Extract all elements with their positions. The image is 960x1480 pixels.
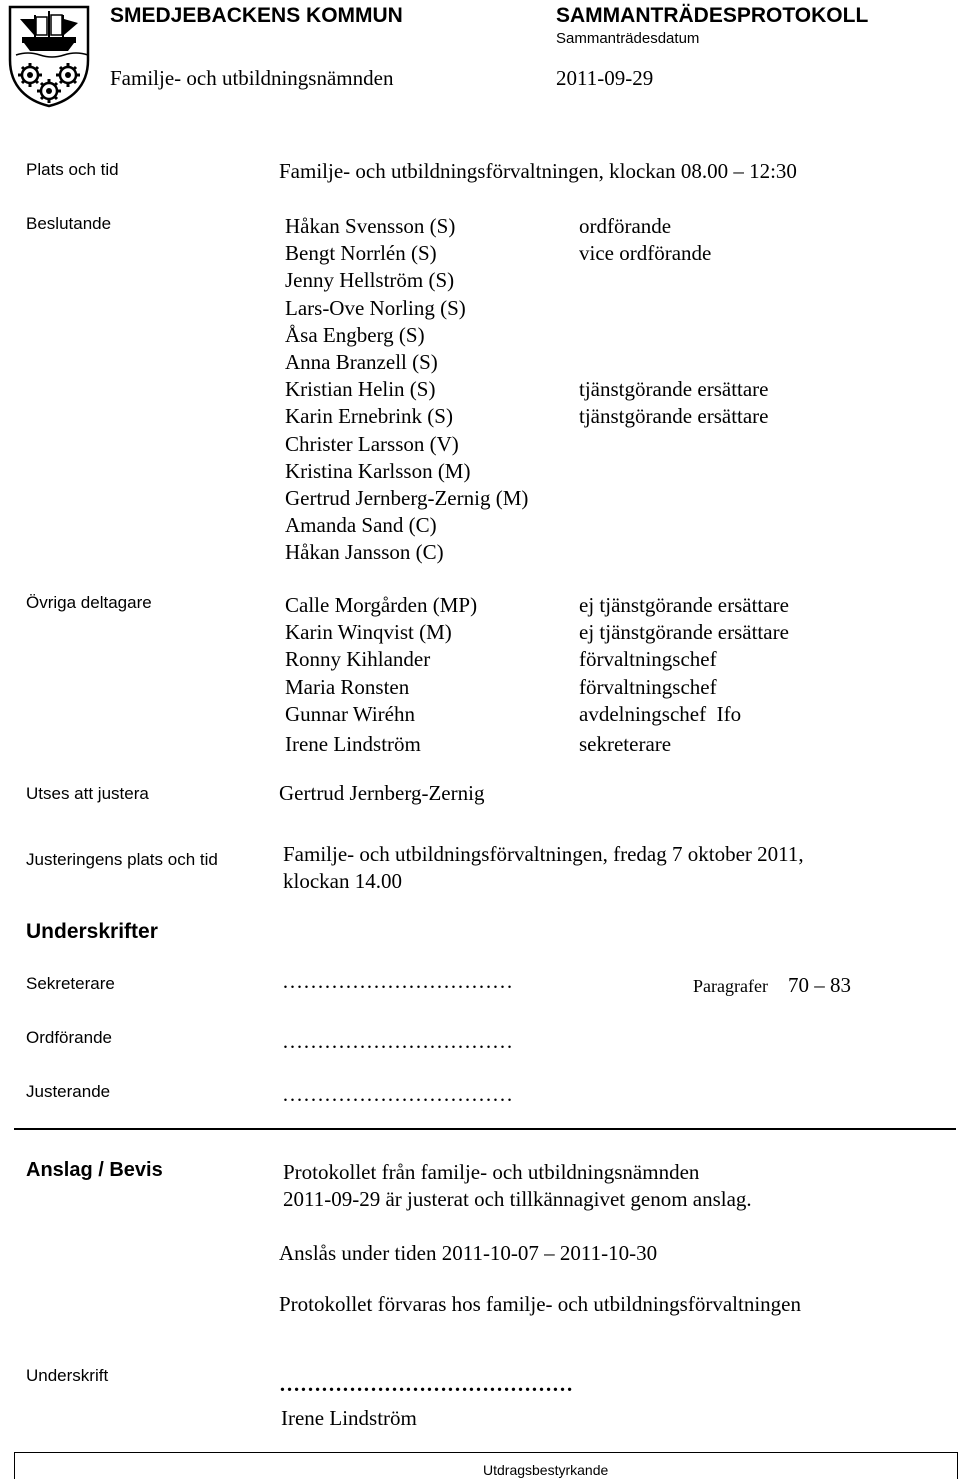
member-role [579, 322, 769, 349]
member-name: Anna Branzell (S) [285, 350, 438, 375]
anslag-line1: Protokollet från familje- och utbildningsnämnden [283, 1160, 700, 1184]
beslutande-names [285, 213, 528, 567]
justering-line2: klockan 14.00 [283, 869, 402, 893]
justering-line1: Familje- och utbildningsförvaltningen, fredag 7 oktober 2011, [283, 842, 804, 866]
participant-name: Irene Lindström [285, 732, 421, 757]
member-name: Christer Larsson (V) [285, 431, 459, 456]
member-name: Lars-Ove Norling (S) [285, 295, 466, 320]
sekreterare-signature-line: …………………………… [282, 969, 513, 993]
paragrafer-value: 70 – 83 [788, 973, 851, 997]
ovriga-label: Övriga deltagare [26, 593, 152, 612]
member-name: Åsa Engberg (S) [285, 322, 425, 347]
member-name: Bengt Norrlén (S) [285, 241, 437, 266]
member-name: Gertrud Jernberg-Zernig (M) [285, 486, 529, 511]
member-name: Karin Ernebrink (S) [285, 404, 453, 429]
footer-label: Utdragsbestyrkande [483, 1462, 609, 1478]
participant-role: ej tjänstgörande ersättare [579, 620, 789, 645]
section-divider [14, 1128, 956, 1130]
justering-label: Justeringens plats och tid [26, 850, 218, 869]
meeting-date: 2011-09-29 [556, 66, 654, 90]
justerande-signature-line: …………………………… [282, 1082, 513, 1106]
underskrift-name: Irene Lindström [281, 1406, 417, 1430]
plats-value: Familje- och utbildningsförvaltningen, klockan 08.00 – 12:30 [279, 159, 797, 183]
member-name: Kristian Helin (S) [285, 377, 436, 402]
underskrifter-heading: Underskrifter [26, 920, 158, 943]
participant-role: ej tjänstgörande ersättare [579, 593, 789, 617]
justerande-label: Justerande [26, 1082, 111, 1101]
anslag-kept: Protokollet förvaras hos familje- och utbildningsförvaltningen [279, 1292, 801, 1316]
participant-name: Maria Ronsten [285, 674, 410, 699]
member-role: vice ordförande [579, 241, 712, 266]
utses-label: Utses att justera [26, 784, 149, 803]
member-name: Kristina Karlsson (M) [285, 458, 471, 483]
participant-name: Calle Morgården (MP) [285, 593, 478, 617]
participant-name: Gunnar Wiréhn [285, 701, 415, 726]
participant-role: sekreterare [579, 732, 672, 757]
ovriga-names [285, 592, 477, 758]
member-role: ordförande [579, 214, 672, 238]
member-name: Håkan Jansson (C) [285, 540, 444, 565]
paragrafer-label: Paragrafer [693, 976, 768, 996]
underskrift-label: Underskrift [26, 1366, 109, 1385]
committee-name: Familje- och utbildningsnämnden [110, 66, 394, 90]
anslag-line2: 2011-09-29 är justerat och tillkännagivet genom anslag. [283, 1187, 752, 1211]
anslag-posted: Anslås under tiden 2011-10-07 – 2011-10-30 [279, 1241, 658, 1265]
member-role: tjänstgörande ersättare [579, 377, 769, 402]
utses-value: Gertrud Jernberg-Zernig [279, 781, 485, 805]
member-name: Håkan Svensson (S) [285, 214, 456, 238]
municipality-crest-logo [8, 5, 90, 108]
participant-role: förvaltningschef [579, 647, 717, 672]
ordforande-label: Ordförande [26, 1028, 112, 1047]
beslutande-label: Beslutande [26, 214, 112, 233]
document-type: SAMMANTRÄDESPROTOKOLL [556, 4, 869, 27]
member-name: Jenny Hellström (S) [285, 268, 455, 293]
participant-name: Ronny Kihlander [285, 647, 431, 672]
member-role: tjänstgörande ersättare [579, 404, 769, 429]
participant-role: förvaltningschef [579, 674, 717, 699]
member-role [579, 267, 769, 294]
sekreterare-label: Sekreterare [26, 974, 115, 993]
participant-role: avdelningschef Ifo [579, 701, 742, 726]
member-name: Amanda Sand (C) [285, 513, 437, 538]
beslutande-roles [579, 213, 769, 431]
anslag-heading: Anslag / Bevis [26, 1159, 163, 1181]
date-label: Sammanträdesdatum [556, 30, 700, 47]
plats-label: Plats och tid [26, 160, 119, 179]
member-role [579, 295, 769, 322]
underskrift-signature-line: …………………………………… [279, 1372, 573, 1396]
participant-name: Karin Winqvist (M) [285, 620, 452, 645]
ordforande-signature-line: …………………………… [282, 1029, 513, 1053]
member-role [579, 349, 769, 376]
municipality-name: SMEDJEBACKENS KOMMUN [110, 4, 403, 27]
ovriga-roles [579, 592, 789, 758]
